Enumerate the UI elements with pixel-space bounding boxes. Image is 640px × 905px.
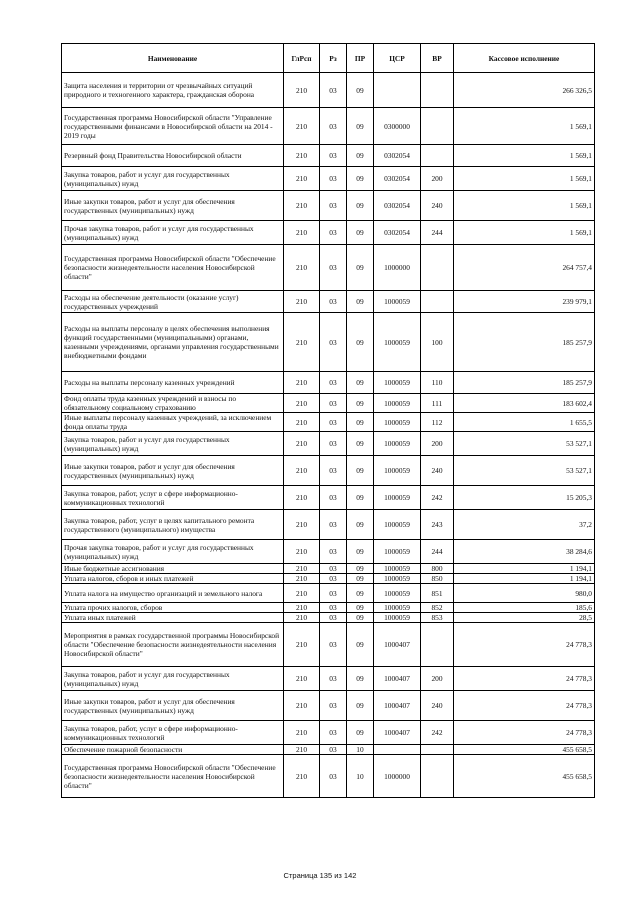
table-row <box>62 313 595 372</box>
row-amount: 980,0 <box>454 584 595 603</box>
row-amount: 24 778,3 <box>454 721 595 745</box>
row-rz: 03 <box>320 394 347 413</box>
row-pr: 09 <box>347 221 374 245</box>
row-amount: 1 569,1 <box>454 191 595 221</box>
row-csr: 1000059 <box>374 432 421 456</box>
row-csr: 1000059 <box>374 486 421 510</box>
row-csr: 1000059 <box>374 291 421 313</box>
row-name: Иные закупки товаров, работ и услуг для обеспечения государственных (муниципальных) нужд <box>62 456 284 486</box>
row-glrsp: 210 <box>284 745 320 755</box>
table-row <box>62 221 595 245</box>
row-pr: 09 <box>347 73 374 108</box>
row-name: Прочая закупка товаров, работ и услуг для государственных (муниципальных) нужд <box>62 221 284 245</box>
row-name: Закупка товаров, работ, услуг в сфере информационно-коммуникационных технологий <box>62 486 284 510</box>
row-glrsp: 210 <box>284 145 320 167</box>
table-row <box>62 486 595 510</box>
row-glrsp: 210 <box>284 667 320 691</box>
row-vr <box>421 245 454 291</box>
row-csr: 1000059 <box>374 510 421 540</box>
table-row <box>62 73 595 108</box>
row-glrsp: 210 <box>284 584 320 603</box>
row-pr: 09 <box>347 191 374 221</box>
table-row <box>62 623 595 667</box>
row-csr <box>374 745 421 755</box>
table-row <box>62 574 595 584</box>
row-glrsp: 210 <box>284 394 320 413</box>
row-rz: 03 <box>320 372 347 394</box>
row-vr: 240 <box>421 456 454 486</box>
row-glrsp: 210 <box>284 486 320 510</box>
row-pr: 09 <box>347 574 374 584</box>
table-row <box>62 667 595 691</box>
row-amount: 38 284,6 <box>454 540 595 564</box>
table-row <box>62 510 595 540</box>
row-name: Иные выплаты персоналу казенных учреждений, за исключением фонда оплаты труда <box>62 413 284 432</box>
table-row <box>62 721 595 745</box>
row-glrsp: 210 <box>284 613 320 623</box>
row-name: Иные закупки товаров, работ и услуг для обеспечения государственных (муниципальных) нужд <box>62 691 284 721</box>
row-name: Уплата иных платежей <box>62 613 284 623</box>
row-glrsp: 210 <box>284 691 320 721</box>
row-csr: 1000000 <box>374 755 421 798</box>
row-pr: 10 <box>347 745 374 755</box>
row-amount: 1 569,1 <box>454 221 595 245</box>
row-name: Расходы на выплаты персоналу в целях обеспечения выполнения функций государственными (муниципальными) органами, казенными учреждениями, органами управления государственными внебюджетными фондами <box>62 313 284 372</box>
row-glrsp: 210 <box>284 108 320 145</box>
row-vr: 200 <box>421 432 454 456</box>
table-row <box>62 755 595 798</box>
row-glrsp: 210 <box>284 372 320 394</box>
row-csr: 0302054 <box>374 167 421 191</box>
header-vr: ВР <box>421 44 454 73</box>
row-glrsp: 210 <box>284 313 320 372</box>
row-csr: 1000059 <box>374 564 421 574</box>
row-amount: 264 757,4 <box>454 245 595 291</box>
row-amount: 183 602,4 <box>454 394 595 413</box>
row-glrsp: 210 <box>284 167 320 191</box>
row-rz: 03 <box>320 245 347 291</box>
row-name: Уплата налогов, сборов и иных платежей <box>62 574 284 584</box>
page-number: Страница 135 из 142 <box>283 871 357 880</box>
row-csr: 0302054 <box>374 145 421 167</box>
row-vr: 851 <box>421 584 454 603</box>
row-pr: 09 <box>347 432 374 456</box>
row-rz: 03 <box>320 613 347 623</box>
row-rz: 03 <box>320 167 347 191</box>
row-pr: 09 <box>347 245 374 291</box>
row-vr: 200 <box>421 167 454 191</box>
row-glrsp: 210 <box>284 564 320 574</box>
table-row <box>62 394 595 413</box>
row-rz: 03 <box>320 313 347 372</box>
row-amount: 239 979,1 <box>454 291 595 313</box>
row-pr: 09 <box>347 564 374 574</box>
row-vr <box>421 745 454 755</box>
row-amount: 185 257,9 <box>454 313 595 372</box>
row-vr: 100 <box>421 313 454 372</box>
row-csr: 1000059 <box>374 456 421 486</box>
header-rz: Рз <box>320 44 347 73</box>
row-csr: 1000059 <box>374 372 421 394</box>
row-rz: 03 <box>320 432 347 456</box>
row-name: Иные закупки товаров, работ и услуг для обеспечения государственных (муниципальных) нужд <box>62 191 284 221</box>
row-rz: 03 <box>320 721 347 745</box>
row-csr <box>374 73 421 108</box>
row-vr: 240 <box>421 691 454 721</box>
row-rz: 03 <box>320 291 347 313</box>
row-pr: 09 <box>347 540 374 564</box>
row-rz: 03 <box>320 745 347 755</box>
row-csr: 1000059 <box>374 540 421 564</box>
row-amount: 28,5 <box>454 613 595 623</box>
row-vr: 110 <box>421 372 454 394</box>
row-vr: 800 <box>421 564 454 574</box>
row-glrsp: 210 <box>284 221 320 245</box>
row-rz: 03 <box>320 584 347 603</box>
row-pr: 09 <box>347 691 374 721</box>
table-body <box>62 73 595 798</box>
row-rz: 03 <box>320 603 347 613</box>
row-name: Уплата налога на имущество организаций и земельного налога <box>62 584 284 603</box>
row-pr: 09 <box>347 667 374 691</box>
row-name: Закупка товаров, работ и услуг для государственных (муниципальных) нужд <box>62 167 284 191</box>
row-vr <box>421 145 454 167</box>
row-amount: 1 569,1 <box>454 145 595 167</box>
row-csr: 1000059 <box>374 413 421 432</box>
row-glrsp: 210 <box>284 413 320 432</box>
table-row <box>62 108 595 145</box>
row-vr: 240 <box>421 191 454 221</box>
row-name: Закупка товаров, работ, услуг в сфере информационно-коммуникационных технологий <box>62 721 284 745</box>
row-amount: 185,6 <box>454 603 595 613</box>
row-vr: 112 <box>421 413 454 432</box>
row-rz: 03 <box>320 145 347 167</box>
row-csr: 1000000 <box>374 245 421 291</box>
row-vr: 244 <box>421 540 454 564</box>
row-rz: 03 <box>320 667 347 691</box>
budget-table <box>61 43 595 798</box>
row-rz: 03 <box>320 510 347 540</box>
row-rz: 03 <box>320 73 347 108</box>
table-row <box>62 456 595 486</box>
row-csr: 1000059 <box>374 313 421 372</box>
table-header-row <box>62 44 595 73</box>
row-pr: 09 <box>347 613 374 623</box>
row-name: Иные бюджетные ассигнования <box>62 564 284 574</box>
table-row <box>62 372 595 394</box>
table-row <box>62 745 595 755</box>
row-rz: 03 <box>320 623 347 667</box>
row-amount: 53 527,1 <box>454 432 595 456</box>
row-csr: 0300000 <box>374 108 421 145</box>
row-vr <box>421 73 454 108</box>
row-rz: 03 <box>320 108 347 145</box>
row-rz: 03 <box>320 540 347 564</box>
row-amount: 1 655,5 <box>454 413 595 432</box>
row-name: Закупка товаров, работ и услуг для государственных (муниципальных) нужд <box>62 667 284 691</box>
row-glrsp: 210 <box>284 510 320 540</box>
row-csr: 1000059 <box>374 603 421 613</box>
row-pr: 09 <box>347 623 374 667</box>
header-pr: ПР <box>347 44 374 73</box>
row-glrsp: 210 <box>284 623 320 667</box>
row-name: Обеспечение пожарной безопасности <box>62 745 284 755</box>
table-row <box>62 145 595 167</box>
table-row <box>62 191 595 221</box>
row-rz: 03 <box>320 574 347 584</box>
row-name: Закупка товаров, работ, услуг в целях капитального ремонта государственного (муниципального) имущества <box>62 510 284 540</box>
table-row <box>62 167 595 191</box>
header-cash-execution: Кассовое исполнение <box>454 44 595 73</box>
row-amount: 1 194,1 <box>454 574 595 584</box>
row-amount: 1 194,1 <box>454 564 595 574</box>
row-amount: 185 257,9 <box>454 372 595 394</box>
table-row <box>62 413 595 432</box>
row-name: Закупка товаров, работ и услуг для государственных (муниципальных) нужд <box>62 432 284 456</box>
row-csr: 1000407 <box>374 667 421 691</box>
table-row <box>62 245 595 291</box>
table-row <box>62 564 595 574</box>
row-csr: 1000407 <box>374 691 421 721</box>
row-name: Уплата прочих налогов, сборов <box>62 603 284 613</box>
row-glrsp: 210 <box>284 191 320 221</box>
row-csr: 0302054 <box>374 191 421 221</box>
row-pr: 09 <box>347 456 374 486</box>
row-glrsp: 210 <box>284 73 320 108</box>
row-amount: 24 778,3 <box>454 667 595 691</box>
row-vr: 242 <box>421 721 454 745</box>
table-row <box>62 613 595 623</box>
row-name: Прочая закупка товаров, работ и услуг для государственных (муниципальных) нужд <box>62 540 284 564</box>
row-vr <box>421 755 454 798</box>
row-pr: 09 <box>347 108 374 145</box>
row-amount: 1 569,1 <box>454 167 595 191</box>
row-glrsp: 210 <box>284 574 320 584</box>
row-csr: 1000059 <box>374 394 421 413</box>
row-amount: 37,2 <box>454 510 595 540</box>
row-csr: 1000059 <box>374 584 421 603</box>
row-name: Резервный фонд Правительства Новосибирской области <box>62 145 284 167</box>
row-pr: 09 <box>347 394 374 413</box>
table-row <box>62 432 595 456</box>
table-row <box>62 691 595 721</box>
row-pr: 10 <box>347 755 374 798</box>
header-glrsp: ГлРсп <box>284 44 320 73</box>
row-vr: 850 <box>421 574 454 584</box>
row-amount: 266 326,5 <box>454 73 595 108</box>
row-vr: 243 <box>421 510 454 540</box>
row-amount: 1 569,1 <box>454 108 595 145</box>
row-name: Мероприятия в рамках государственной программы Новосибирской области "Обеспечение безопасности жизнедеятельности населения Новосибирской области" <box>62 623 284 667</box>
row-pr: 09 <box>347 313 374 372</box>
table-row <box>62 291 595 313</box>
row-amount: 455 658,5 <box>454 745 595 755</box>
row-pr: 09 <box>347 603 374 613</box>
row-rz: 03 <box>320 486 347 510</box>
row-name: Государственная программа Новосибирской области "Обеспечение безопасности жизнедеятельности населения Новосибирской области" <box>62 245 284 291</box>
row-pr: 09 <box>347 510 374 540</box>
row-vr <box>421 291 454 313</box>
table-row <box>62 540 595 564</box>
row-glrsp: 210 <box>284 245 320 291</box>
row-glrsp: 210 <box>284 721 320 745</box>
row-rz: 03 <box>320 191 347 221</box>
row-amount: 455 658,5 <box>454 755 595 798</box>
row-rz: 03 <box>320 413 347 432</box>
table-row <box>62 603 595 613</box>
row-glrsp: 210 <box>284 540 320 564</box>
row-vr <box>421 108 454 145</box>
row-glrsp: 210 <box>284 432 320 456</box>
row-amount: 53 527,1 <box>454 456 595 486</box>
row-vr: 244 <box>421 221 454 245</box>
row-amount: 15 205,3 <box>454 486 595 510</box>
row-amount: 24 778,3 <box>454 691 595 721</box>
row-rz: 03 <box>320 456 347 486</box>
row-csr: 1000407 <box>374 623 421 667</box>
row-rz: 03 <box>320 564 347 574</box>
row-csr: 1000407 <box>374 721 421 745</box>
row-vr: 242 <box>421 486 454 510</box>
row-rz: 03 <box>320 221 347 245</box>
row-name: Защита населения и территории от чрезвычайных ситуаций природного и техногенного характера, гражданская оборона <box>62 73 284 108</box>
header-csr: ЦСР <box>374 44 421 73</box>
row-csr: 0302054 <box>374 221 421 245</box>
row-pr: 09 <box>347 584 374 603</box>
row-glrsp: 210 <box>284 456 320 486</box>
row-csr: 1000059 <box>374 613 421 623</box>
table-row <box>62 584 595 603</box>
row-glrsp: 210 <box>284 603 320 613</box>
row-pr: 09 <box>347 167 374 191</box>
row-pr: 09 <box>347 413 374 432</box>
row-amount: 24 778,3 <box>454 623 595 667</box>
row-name: Фонд оплаты труда казенных учреждений и взносы по обязательному социальному страхованию <box>62 394 284 413</box>
row-pr: 09 <box>347 721 374 745</box>
row-glrsp: 210 <box>284 755 320 798</box>
row-vr <box>421 623 454 667</box>
row-name: Государственная программа Новосибирской области "Обеспечение безопасности жизнедеятельности населения Новосибирской области" <box>62 755 284 798</box>
row-vr: 200 <box>421 667 454 691</box>
row-rz: 03 <box>320 755 347 798</box>
row-vr: 111 <box>421 394 454 413</box>
header-name: Наименование <box>62 44 284 73</box>
row-pr: 09 <box>347 486 374 510</box>
row-pr: 09 <box>347 291 374 313</box>
row-vr: 852 <box>421 603 454 613</box>
row-glrsp: 210 <box>284 291 320 313</box>
row-csr: 1000059 <box>374 574 421 584</box>
row-pr: 09 <box>347 372 374 394</box>
row-vr: 853 <box>421 613 454 623</box>
row-name: Расходы на обеспечение деятельности (оказание услуг) государственных учреждений <box>62 291 284 313</box>
row-pr: 09 <box>347 145 374 167</box>
row-name: Расходы на выплаты персоналу казенных учреждений <box>62 372 284 394</box>
row-rz: 03 <box>320 691 347 721</box>
row-name: Государственная программа Новосибирской области "Управление государственными финансами в Новосибирской области на 2014 - 2019 годы <box>62 108 284 145</box>
